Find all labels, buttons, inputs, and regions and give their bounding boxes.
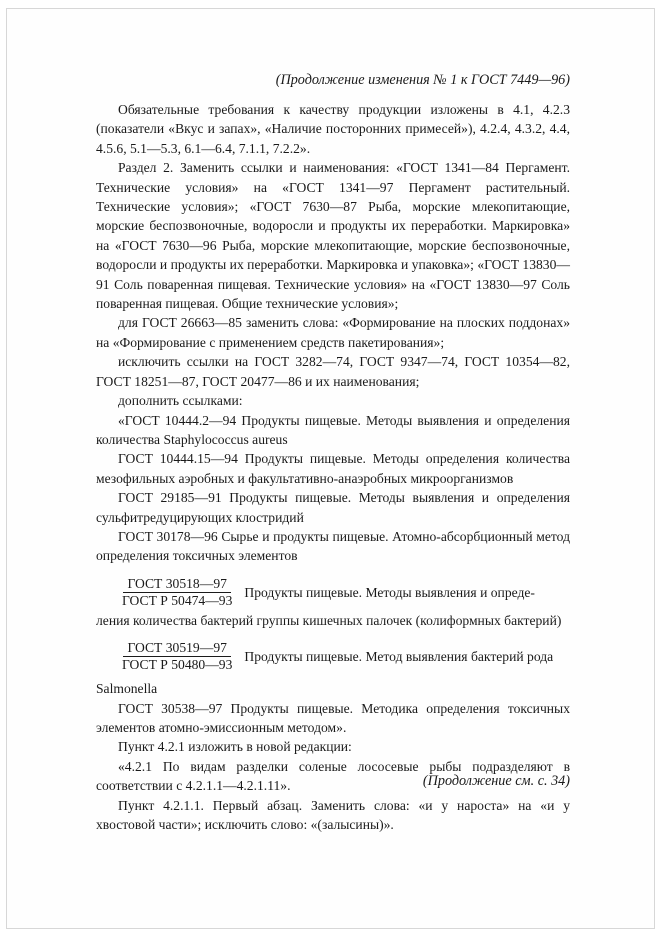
paragraph-new-4-2-1: «4.2.1 По видам разделки соленые лососевые рыбы подразделяют в соответствии с 4.2.1.1—4.2.1.11».: [96, 758, 570, 794]
paragraph-gost-10444-15: ГОСТ 10444.15—94 Продукты пищевые. Методы определения количества мезофильных аэробных и факультативно-анаэробных микроорганизмов: [96, 451, 570, 486]
page-footer: (Продолжение см. с. 34): [422, 773, 570, 789]
paragraph-gost-26663: для ГОСТ 26663—85 заменить слова: «Формирование на плоских поддонах» на «Формирование с применением средств пакетирования»;: [96, 315, 570, 350]
paragraph-gost-29185: ГОСТ 29185—91 Продукты пищевые. Методы выявления и определения сульфитредуцирующих клостридий: [96, 490, 570, 525]
paragraph-add-references: дополнить ссылками:: [118, 393, 243, 409]
paragraph-gost-30538: ГОСТ 30538—97 Продукты пищевые. Методика определения токсичных элементов атомно-эмиссионным методом».: [96, 700, 570, 735]
fraction-denominator: ГОСТ Р 50474—93: [122, 592, 233, 608]
fraction-denominator: ГОСТ Р 50480—93: [122, 657, 233, 673]
fraction-numerator: ГОСТ 30519—97: [123, 640, 230, 657]
gost-fraction-1: [118, 576, 236, 609]
paragraph-item-4-2-1: Пункт 4.2.1 изложить в новой редакции:: [118, 739, 352, 755]
fraction-line-1: [96, 576, 570, 609]
paragraph-coliform: ления количества бактерий группы кишечных палочек (колиформных бактерий): [96, 612, 562, 628]
paragraph-requirements: Обязательные требования к качеству продукции изложены в 4.1, 4.2.3 (показатели «Вкус и запах», «Наличие посторонних примесей»), 4.2.4, 4.3.2, 4.4, 4.5.6, 5.1—5.3, 6.1—6.4, 7.1.1, 7.2.2».: [96, 102, 570, 156]
paragraph-salmonella: Salmonella: [96, 681, 158, 697]
document-body: [96, 100, 570, 834]
fraction-text: Продукты пищевые. Методы выявления и опреде-: [244, 584, 535, 600]
gost-fraction-2: [118, 640, 236, 673]
paragraph-item-4-2-1-1: Пункт 4.2.1.1. Первый абзац. Заменить слова: «и у нароста» на «и у хвостовой части»; исключить слово: «(залысины)».: [96, 797, 570, 832]
paragraph-exclude-references: исключить ссылки на ГОСТ 3282—74, ГОСТ 9347—74, ГОСТ 10354—82, ГОСТ 18251—87, ГОСТ 20477—86 и их наименования;: [96, 354, 570, 389]
fraction-line-2: [96, 640, 570, 673]
paragraph-gost-30178: ГОСТ 30178—96 Сырье и продукты пищевые. Атомно-абсорбционный метод определения токсичных элементов: [96, 528, 570, 564]
fraction-numerator: ГОСТ 30518—97: [123, 576, 230, 593]
page-header: (Продолжение изменения № 1 к ГОСТ 7449—96): [275, 72, 570, 88]
paragraph-gost-10444-2: «ГОСТ 10444.2—94 Продукты пищевые. Методы выявления и определения количества Staphylococcus aureus: [96, 412, 570, 447]
paragraph-section-2: Раздел 2. Заменить ссылки и наименования: «ГОСТ 1341—84 Пергамент. Технические условия» на «ГОСТ 1341—97 Пергамент растительный. Технические условия»; «ГОСТ 7630—87 Рыба, морские млекопитающие, морские беспозвоночные, водоросли и продукты их переработки. Маркировка» на «ГОСТ 7630—96 Рыба, морские млекопитающие, морские беспозвоночные, водоросли и продукты их переработки. Маркировка и упаковка»; «ГОСТ 13830—91 Соль поваренная пищевая. Технические условия» на «ГОСТ 13830—97 Соль поваренная пищевая. Общие технические условия»;: [96, 160, 570, 312]
fraction-text: Продукты пищевые. Метод выявления бактерий рода: [244, 648, 554, 664]
